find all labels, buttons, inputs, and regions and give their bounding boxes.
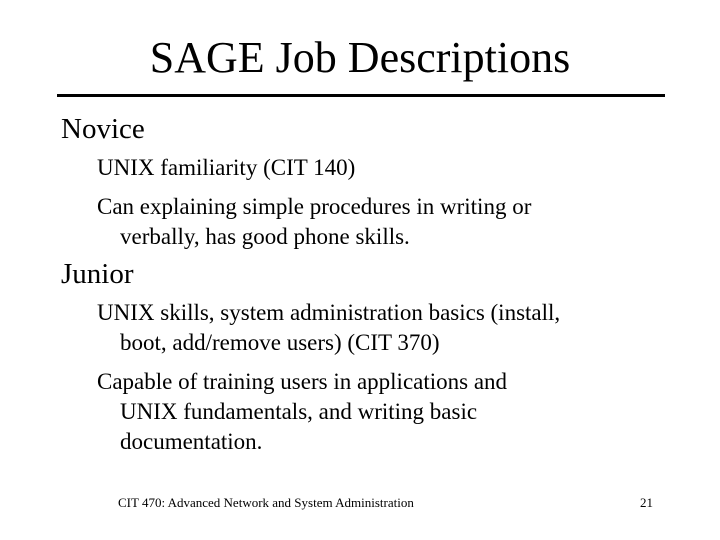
- list-item: [97, 367, 507, 457]
- footer-page-number: 21: [640, 495, 653, 510]
- list-item-line: UNIX skills, system administration basics (install,: [97, 300, 561, 325]
- list-item: [97, 298, 560, 358]
- list-item-line: documentation.: [120, 429, 263, 454]
- title-divider: [57, 94, 665, 97]
- list-item: [97, 153, 355, 183]
- footer-course: CIT 470: Advanced Network and System Administration: [118, 495, 414, 510]
- list-item-line: UNIX fundamentals, and writing basic: [120, 399, 478, 424]
- slide-title: SAGE Job Descriptions: [149, 33, 571, 82]
- list-item-line: UNIX familiarity (CIT 140): [97, 155, 356, 180]
- list-item-line: Can explaining simple procedures in writing or: [97, 194, 532, 219]
- list-item-line: boot, add/remove users) (CIT 370): [120, 330, 440, 355]
- section-heading-novice: Novice: [61, 113, 145, 145]
- list-item-line: verbally, has good phone skills.: [120, 224, 410, 249]
- list-item: [97, 192, 531, 252]
- section-heading-junior: Junior: [61, 258, 134, 290]
- list-item-line: Capable of training users in applications and: [97, 369, 508, 394]
